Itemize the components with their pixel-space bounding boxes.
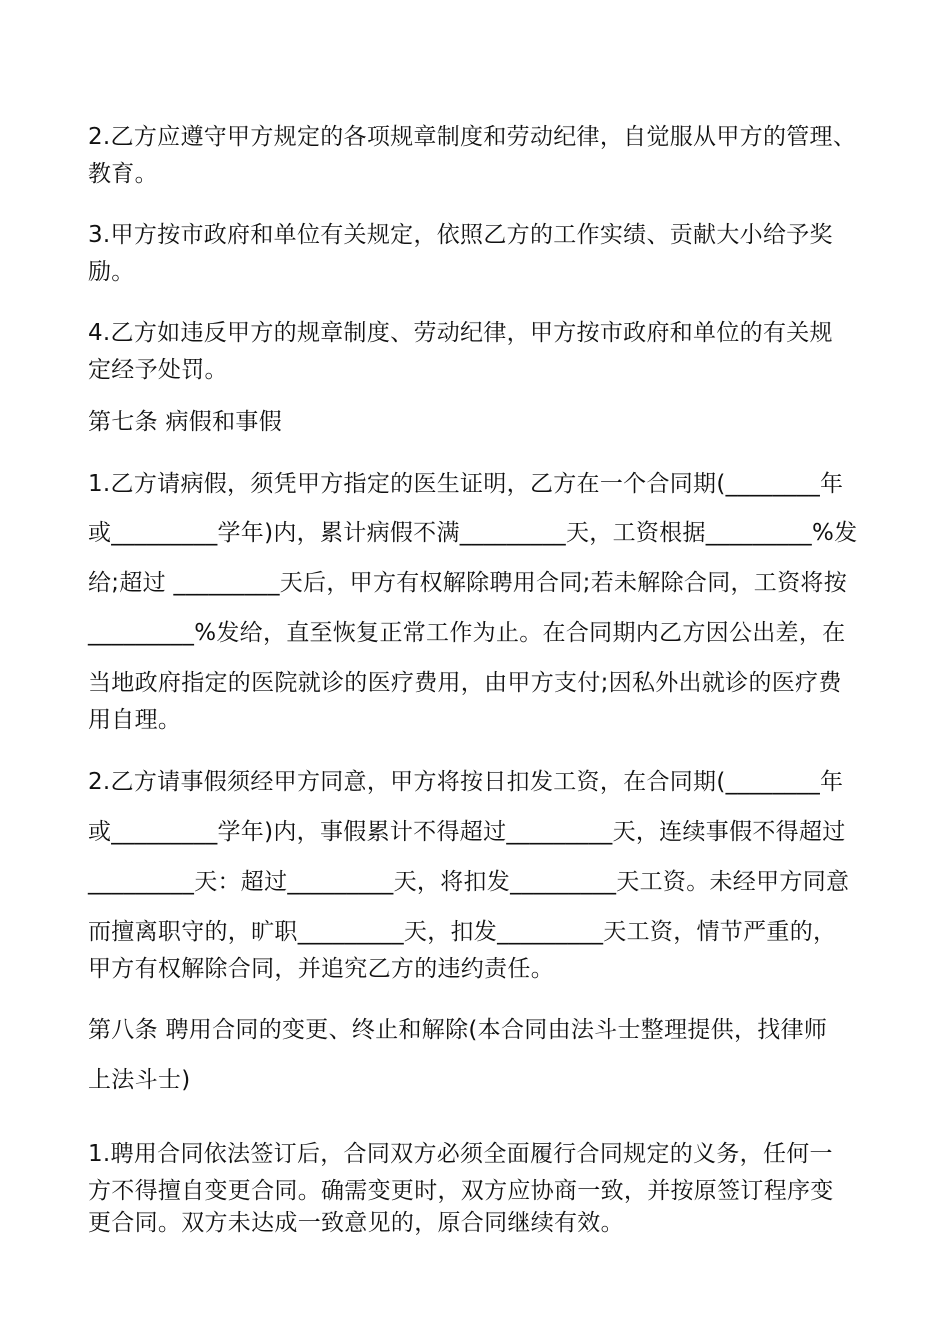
section-heading: 上法斗士) xyxy=(88,1067,191,1093)
text-line: 或_________学年)内，累计病假不满_________天，工资根据_________%发 xyxy=(88,520,858,546)
text-line: 1.乙方请病假，须凭甲方指定的医生证明，乙方在一个合同期(________年 xyxy=(88,471,844,497)
text-line: 而擅离职守的，旷职_________天，扣发_________天工资，情节严重的， xyxy=(88,919,837,945)
section-heading: 第八条 聘用合同的变更、终止和解除(本合同由法斗士整理提供，找律师 xyxy=(88,1017,828,1043)
text-line: 1.聘用合同依法签订后，合同双方必须全面履行合同规定的义务，任何一 xyxy=(88,1141,833,1167)
text-line: 方不得擅自变更合同。确需变更时，双方应协商一致，并按原签订程序变 xyxy=(88,1178,834,1204)
text-line: 2.乙方请事假须经甲方同意，甲方将按日扣发工资，在合同期(________年 xyxy=(88,769,844,795)
text-line: 2.乙方应遵守甲方规定的各项规章制度和劳动纪律，自觉服从甲方的管理、 xyxy=(88,124,857,150)
text-line: 当地政府指定的医院就诊的医疗费用，由甲方支付;因私外出就诊的医疗费 xyxy=(88,670,842,696)
text-line: 用自理。 xyxy=(88,707,182,733)
text-line: _________天：超过_________天，将扣发_________天工资。未经甲方同意 xyxy=(88,869,850,895)
text-line: 3.甲方按市政府和单位有关规定，依照乙方的工作实绩、贡献大小给予奖 xyxy=(88,222,833,248)
text-line: 励。 xyxy=(88,259,135,285)
text-line: 给;超过 _________天后，甲方有权解除聘用合同;若未解除合同，工资将按 xyxy=(88,570,848,596)
text-line: 定经予处罚。 xyxy=(88,357,228,383)
text-line: _________%发给，直至恢复正常工作为止。在合同期内乙方因公出差，在 xyxy=(88,620,846,646)
text-line: 甲方有权解除合同，并追究乙方的违约责任。 xyxy=(88,956,554,982)
text-line: 更合同。双方未达成一致意见的，原合同继续有效。 xyxy=(88,1210,624,1236)
text-line: 教育。 xyxy=(88,161,158,187)
text-line: 或_________学年)内，事假累计不得超过_________天，连续事假不得超过 xyxy=(88,819,846,845)
text-line: 4.乙方如违反甲方的规章制度、劳动纪律，甲方按市政府和单位的有关规 xyxy=(88,320,833,346)
section-heading: 第七条 病假和事假 xyxy=(88,409,283,435)
